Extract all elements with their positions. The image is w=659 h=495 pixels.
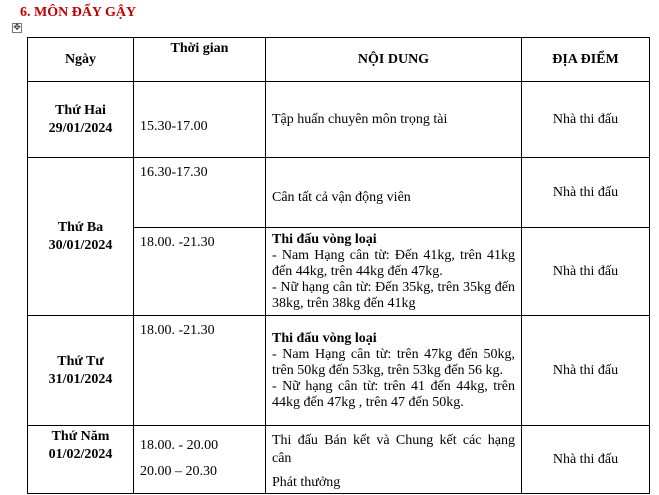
weekday: Thứ Tư bbox=[57, 353, 104, 369]
time-cell bbox=[134, 228, 266, 316]
weekday: Thứ Ba bbox=[57, 219, 104, 235]
weekday: Thứ Năm bbox=[51, 429, 110, 444]
table-row bbox=[28, 426, 650, 494]
header-content: NỘI DUNG bbox=[266, 38, 522, 82]
header-place: ĐỊA ĐIỂM bbox=[522, 38, 650, 82]
time-cell bbox=[134, 426, 266, 494]
content-text: Cân tất cả vận động viên bbox=[272, 189, 411, 205]
content-cell bbox=[266, 82, 522, 158]
schedule-table bbox=[27, 37, 650, 494]
time-text: 18.00. -21.30 bbox=[140, 323, 215, 338]
day-cell bbox=[28, 426, 134, 494]
place-cell: Nhà thi đấu bbox=[522, 228, 650, 316]
weekday: Thứ Hai bbox=[55, 102, 106, 118]
content-text: Phát thưởng bbox=[272, 475, 341, 490]
content-cell bbox=[266, 426, 522, 494]
date: 31/01/2024 bbox=[48, 371, 113, 387]
content-line: - Nữ hạng cân từ: trên 41 đến 44kg, trên 44kg đến 47kg , trên 47 đến 50kg. bbox=[272, 378, 515, 410]
date: 29/01/2024 bbox=[48, 120, 113, 136]
content-title: Thi đấu vòng loại bbox=[272, 330, 377, 346]
section-heading: 6. MÔN ĐẨY GẬY bbox=[20, 5, 137, 20]
time-cell bbox=[134, 82, 266, 158]
content-text: Tập huấn chuyên môn trọng tài bbox=[272, 111, 448, 127]
time-cell bbox=[134, 158, 266, 228]
header-row bbox=[28, 38, 650, 82]
time-text: 16.30-17.30 bbox=[140, 165, 208, 180]
place-cell: Nhà thi đấu bbox=[522, 82, 650, 158]
table-row bbox=[28, 158, 650, 228]
day-cell bbox=[28, 316, 134, 426]
place-cell: Nhà thi đấu bbox=[522, 426, 650, 494]
time-text: 15.30-17.00 bbox=[140, 118, 208, 134]
day-cell bbox=[28, 158, 134, 316]
place-cell: Nhà thi đấu bbox=[522, 316, 650, 426]
content-text: Thi đấu Bán kết và Chung kết các hạng cân bbox=[272, 433, 515, 466]
content-cell bbox=[266, 158, 522, 228]
content-cell bbox=[266, 316, 522, 426]
time-text: 20.00 – 20.30 bbox=[140, 464, 217, 479]
table-row bbox=[28, 316, 650, 426]
date: 30/01/2024 bbox=[48, 237, 113, 253]
table-move-handle-icon[interactable]: ✥ bbox=[13, 23, 21, 33]
header-time: Thời gian bbox=[134, 38, 266, 82]
time-text: 18.00. -21.30 bbox=[140, 235, 215, 250]
content-line: - Nam Hạng cân từ: Đến 41kg, trên 41kg đến 44kg, trên 44kg đến 47kg. bbox=[272, 247, 515, 279]
content-line: - Nam Hạng cân từ: trên 47kg đến 50kg, trên 50kg đến 53kg, trên 53kg đến 56 kg. bbox=[272, 346, 515, 378]
content-title: Thi đấu vòng loại bbox=[272, 231, 377, 247]
time-text: 18.00. - 20.00 bbox=[140, 438, 219, 453]
date: 01/02/2024 bbox=[48, 447, 113, 462]
day-cell bbox=[28, 82, 134, 158]
place-cell: Nhà thi đấu bbox=[522, 158, 650, 228]
table-row bbox=[28, 82, 650, 158]
content-line: - Nữ hạng cân từ: Đến 35kg, trên 35kg đến 38kg, trên 38kg đến 41kg bbox=[272, 279, 515, 311]
time-cell bbox=[134, 316, 266, 426]
header-date: Ngày bbox=[28, 38, 134, 82]
content-cell bbox=[266, 228, 522, 316]
